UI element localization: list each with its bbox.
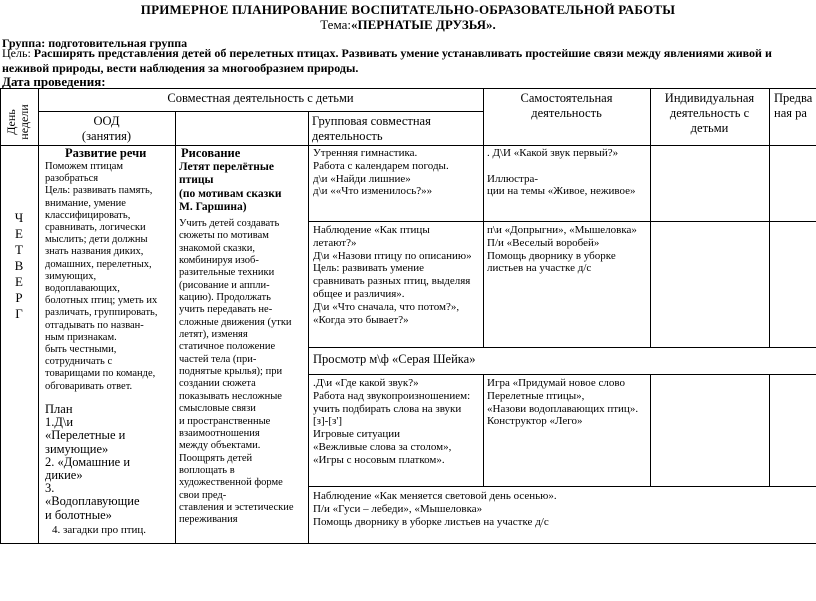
grid-line <box>38 111 483 112</box>
drawing-body: Учить детей создавать сюжеты по мотивам знакомой сказки, комбинируя изоб- разительные техники (рисование и аппли- кацию). Продолжать учить передавать не- сложные движения (утки летят), изменяя статичное положение частей тела (при- поднятые крылья); при создании сюжета показывать несложные смысловые связи и пространственные взаимоотношения между объектами. Поощрять детей воплощать в художественной форме свои пред- ставления и эстетические переживания <box>179 218 294 526</box>
grid-line <box>175 111 176 543</box>
header-joint: Совместная деятельность с детьми <box>167 91 354 105</box>
date-label: Дата проведения: <box>2 74 106 89</box>
row-2-group: Наблюдение «Как птицы летают?» Д\и «Назови птицу по описанию» Цель: развивать умение сравнивать разных птиц, выделяя общее и различия». Д\и «Что сначала, что потом?», «Когда это бывает?» <box>313 224 472 326</box>
row-1-independent: . Д\И «Какой звук первый?» Иллюстра- ции на темы «Живое, неживое» <box>487 147 636 198</box>
theme-value: «ПЕРНАТЫЕ ДРУЗЬЯ». <box>350 17 496 32</box>
header-preliminary: Предва ная ра <box>774 91 813 120</box>
group-text: Группа: подготовительная группа <box>2 36 188 50</box>
theme-line <box>0 17 816 33</box>
row-3-group: Просмотр м\ф «Серая Шейка» <box>313 352 476 366</box>
row-4-group: .Д\и «Где какой звук?» Работа над звукопроизношением: учить подбирать слова на звуки [з]-[з'] Игровые ситуации «Вежливые слова за столом», «Игры с носовым платком». <box>313 377 471 466</box>
row-5-group: Наблюдение «Как меняется световой день осенью». П/и «Гуси – лебеди», «Мышеловка» Помощь дворнику в уборке листьев на участке д/с <box>313 490 557 528</box>
grid-line <box>308 221 816 222</box>
day-thursday: Ч Е Т В Е Р Г <box>14 210 24 321</box>
grid-line <box>650 374 651 486</box>
page-title: ПРИМЕРНОЕ ПЛАНИРОВАНИЕ ВОСПИТАТЕЛЬНО-ОБРАЗОВАТЕЛЬНОЙ РАБОТЫ <box>140 2 676 17</box>
speech-plan: План 1.Д\и «Перелетные и зимующие» 2. «Домашние и дикие» 3. «Водоплавующие и болотные» <box>45 402 140 522</box>
header-day: День недели <box>4 104 31 140</box>
row-1-group: Утренняя гимнастика. Работа с календарем погоды. д\и «Найди лишние» д\и ««Что изменилось?»» <box>313 147 449 198</box>
grid-line <box>308 111 309 543</box>
grid-line <box>483 374 484 486</box>
header-independent: Самостоятельная деятельность <box>520 91 613 120</box>
goal-line-2 <box>2 61 814 75</box>
header-group-joint: Групповая совместная деятельность <box>312 114 431 143</box>
row-4-independent: Игра «Придумай новое слово Перелетные птицы», «Назови водоплавающих птиц». Конструктор «Лего» <box>487 377 639 428</box>
drawing-subtitle: Летят перелётные птицы (по мотивам сказки М. Гаршина) <box>179 161 282 214</box>
header-individual: Индивидуальная деятельность с детьми <box>664 91 755 135</box>
theme-label: Тема: <box>320 17 351 32</box>
grid-line <box>308 486 816 487</box>
drawing-title: Рисование <box>181 146 241 160</box>
speech-body: Поможем птицам разобраться Цель: развивать память, внимание, умение классифицировать, сравнивать, логически мыслить; дети должны знать названия диких, домашних, перелетных, зимующих, водоплавающих, болотных птиц; уметь их различать, группировать, отгадывать по назван- ным признакам. быть честными, сотрудничать с товарищами по команде, обговаривать ответ. <box>45 161 158 392</box>
goal-label: Цель: <box>2 46 31 60</box>
grid-line <box>769 374 770 486</box>
header-ood: ООД (занятия) <box>81 114 132 143</box>
speech-title: Развитие речи <box>65 146 147 160</box>
goal-text-1: Расширять представления детей об перелетных птицах. Развивать умение устанавливать простейшие связи между явлениями живой и <box>33 46 772 60</box>
goal-line <box>2 46 814 60</box>
grid-line <box>308 347 816 348</box>
grid-line <box>0 543 816 544</box>
grid-line <box>483 88 484 347</box>
goal-text-2: неживой природы, вести наблюдения за многообразием природы. <box>2 61 359 75</box>
grid-line <box>0 88 816 89</box>
row-2-independent: п\и «Допрыгни», «Мышеловка» П/и «Веселый воробей» Помощь дворнику в уборке листьев на участке д/с <box>487 224 637 275</box>
grid-line <box>308 374 816 375</box>
speech-plan-last: 4. загадки про птиц. <box>52 524 147 536</box>
grid-line <box>38 88 39 543</box>
grid-line <box>769 88 770 347</box>
